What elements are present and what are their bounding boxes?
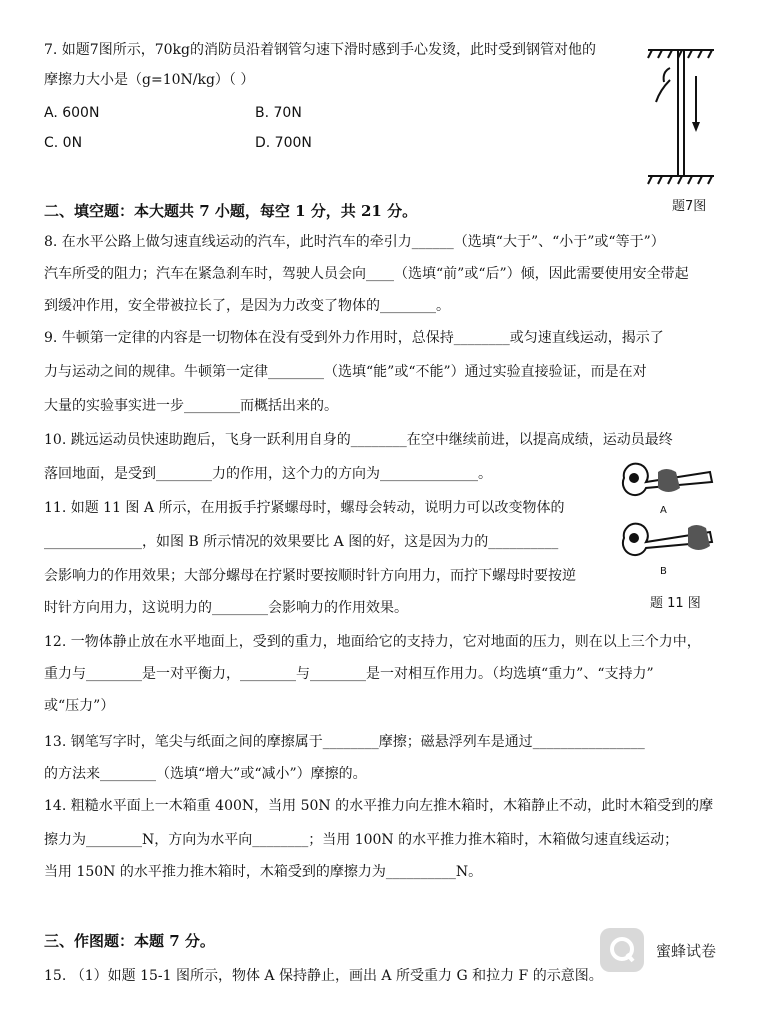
watermark-logo-icon	[600, 928, 644, 972]
q9-line-3: 大量的实验事实进一步________而概括出来的。	[44, 398, 338, 414]
q11-label-b: B	[660, 566, 667, 577]
q7-line-1: 7. 如题7图所示，70kg的消防员沿着钢管匀速下滑时感到手心发烫，此时受到钢管对他的	[44, 42, 596, 58]
q7-line-2: 摩擦力大小是（g=10N/kg）（ ）	[44, 72, 255, 88]
section-2-title: 二、填空题：本大题共 7 小题，每空 1 分，共 21 分。	[44, 202, 418, 220]
q11-wrench-b-figure	[618, 518, 716, 560]
section-3-title: 三、作图题：本题 7 分。	[44, 932, 215, 950]
q12-line-1: 12. 一物体静止放在水平地面上，受到的重力，地面给它的支持力，它对地面的压力，则在以上三个力中，	[44, 634, 701, 650]
q14-line-3: 当用 150N 的水平推力推木箱时，木箱受到的摩擦力为__________N。	[44, 864, 483, 880]
watermark-text: 蜜蜂试卷	[656, 942, 717, 960]
q13-line-1: 13. 钢笔写字时，笔尖与纸面之间的摩擦属于________摩擦；磁悬浮列车是通过________________	[44, 734, 645, 750]
q14-line-1: 14. 粗糙水平面上一木箱重 400N，当用 50N 的水平推力向左推木箱时，木箱静止不动，此时木箱受到的摩	[44, 798, 714, 814]
q11-line-4: 时针方向用力，这说明力的________会影响力的作用效果。	[44, 600, 408, 616]
q7-option-b: B. 70N	[255, 105, 302, 121]
q11-figure-caption: 题 11 图	[650, 596, 701, 611]
q11-line-3: 会影响力的作用效果；大部分螺母在拧紧时要按顺时针方向用力，而拧下螺母时要按逆	[44, 568, 576, 584]
q7-figure-caption: 题7图	[672, 199, 707, 214]
q8-line-2: 汽车所受的阻力；汽车在紧急刹车时，驾驶人员会向____（选填“前”或“后”）倾，因此需要使用安全带起	[44, 266, 689, 282]
q12-line-3: 或“压力”）	[44, 698, 115, 714]
q11-label-a: A	[660, 505, 667, 516]
q15-line-1: 15. （1）如题 15-1 图所示，物体 A 保持静止，画出 A 所受重力 G 和拉力 F 的示意图。	[44, 968, 603, 984]
q13-line-2: 的方法来________（选填“增大”或“减小”）摩擦的。	[44, 766, 367, 782]
q7-pole-figure	[640, 46, 720, 192]
q8-line-1: 8. 在水平公路上做匀速直线运动的汽车，此时汽车的牵引力______（选填“大于”、“小于”或“等于”）	[44, 234, 665, 250]
q9-line-1: 9. 牛顿第一定律的内容是一切物体在没有受到外力作用时，总保持________或匀速直线运动，揭示了	[44, 330, 664, 346]
q9-line-2: 力与运动之间的规律。牛顿第一定律________（选填“能”或“不能”）通过实验直接验证，而是在对	[44, 364, 647, 380]
q11-wrench-a-figure	[618, 458, 716, 500]
q11-line-1: 11. 如题 11 图 A 所示，在用扳手拧紧螺母时，螺母会转动，说明力可以改变物体的	[44, 500, 565, 516]
q14-line-2: 擦力为________N，方向为水平向________；当用 100N 的水平推力推木箱时，木箱做匀速直线运动；	[44, 832, 679, 848]
q12-line-2: 重力与________是一对平衡力，________与________是一对相互作用力。（均选填“重力”、“支持力”	[44, 666, 654, 682]
q7-option-a: A. 600N	[44, 105, 100, 121]
watermark	[600, 928, 726, 974]
q7-option-c: C. 0N	[44, 135, 83, 151]
q7-option-d: D. 700N	[255, 135, 312, 151]
q10-line-1: 10. 跳远运动员快速助跑后，飞身一跃利用自身的________在空中继续前进，以提高成绩，运动员最终	[44, 432, 673, 448]
q8-line-3: 到缓冲作用，安全带被拉长了，是因为力改变了物体的________。	[44, 298, 450, 314]
q10-line-2: 落回地面，是受到________力的作用，这个力的方向为______________。	[44, 466, 492, 482]
q11-line-2: ______________，如图 B 所示情况的效果要比 A 图的好，这是因为力的__________	[44, 534, 559, 550]
